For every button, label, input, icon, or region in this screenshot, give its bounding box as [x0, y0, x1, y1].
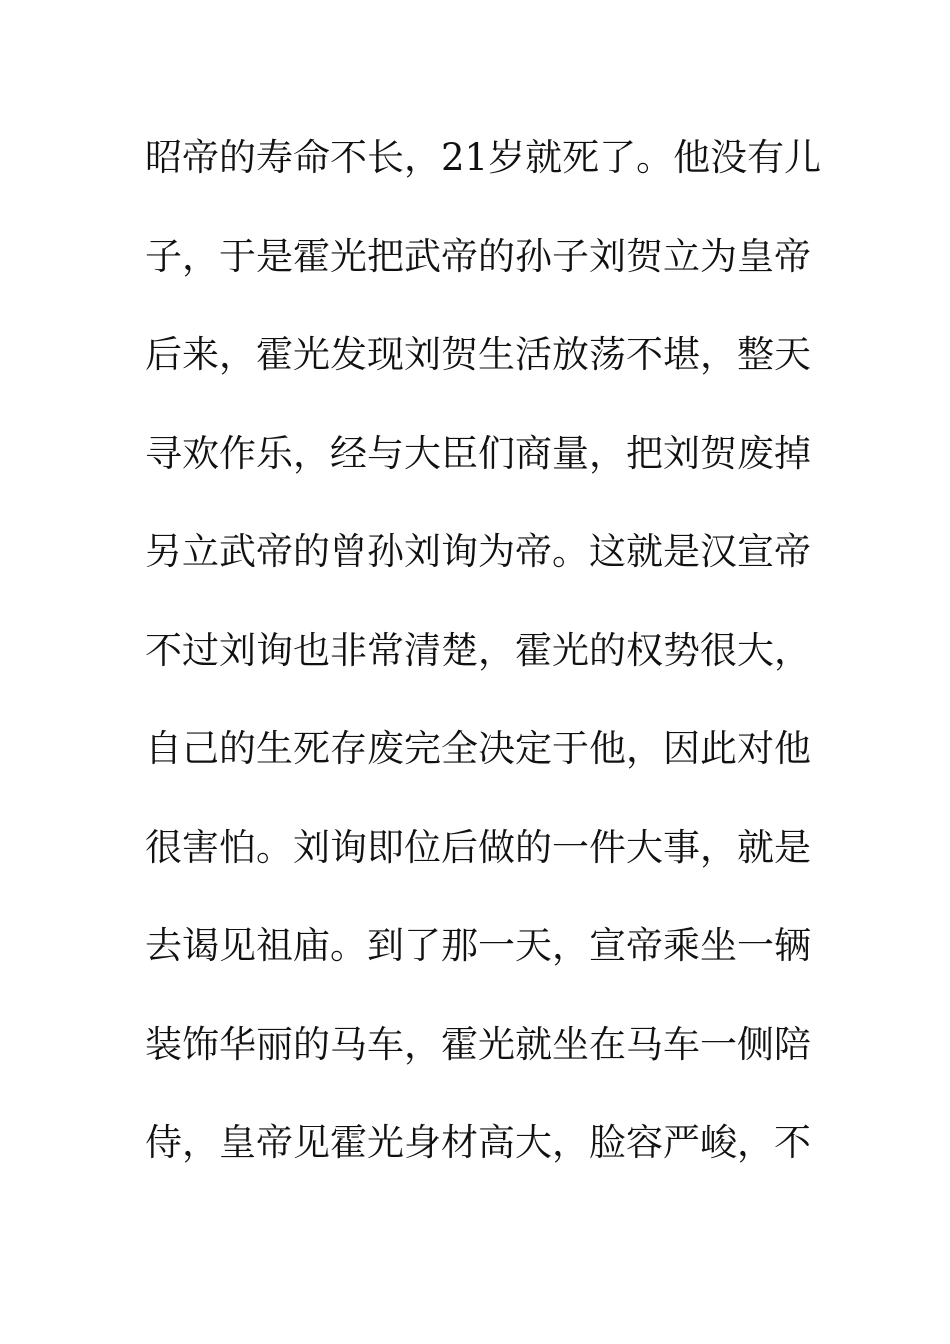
text-line-2: 子，于是霍光把武帝的孙子刘贺立为皇帝 — [145, 234, 811, 278]
text-line-10: 装饰华丽的马车，霍光就坐在马车一侧陪 — [145, 1022, 811, 1066]
text-line-5: 另立武帝的曾孙刘询为帝。这就是汉宣帝 — [145, 530, 811, 573]
text-line-3: 后来，霍光发现刘贺生活放荡不堪，整天 — [145, 333, 811, 376]
text-line-4: 寻欢作乐，经与大臣们商量，把刘贺废掉 — [145, 431, 811, 475]
body-text — [145, 130, 822, 1214]
text-line-7: 自己的生死存废完全决定于他，因此对他 — [145, 727, 811, 770]
text-line-1: 昭帝的寿命不长，21岁就死了。他没有儿 — [145, 136, 822, 179]
text-line-8: 很害怕。刘询即位后做的一件大事，就是 — [145, 825, 811, 869]
text-line-6: 不过刘询也非常清楚，霍光的权势很大， — [145, 628, 811, 672]
text-line-11: 侍，皇帝见霍光身材高大，脸容严峻，不 — [145, 1121, 811, 1164]
text-line-9: 去谒见祖庙。到了那一天，宣帝乘坐一辆 — [145, 924, 811, 967]
